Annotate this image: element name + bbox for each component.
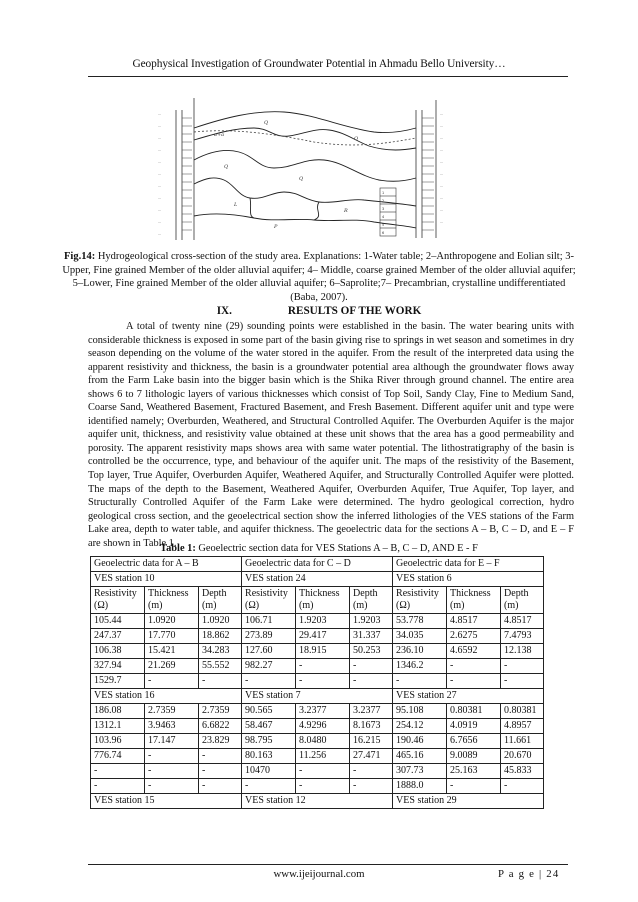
svg-text:···: ··· xyxy=(158,161,162,165)
column-header-cell: Thickness (m) xyxy=(447,587,501,614)
table-cell: 1.0920 xyxy=(199,614,242,629)
table-cell: 6.6822 xyxy=(199,719,242,734)
table-cell: - xyxy=(296,779,350,794)
table-cell: 247.37 xyxy=(91,629,145,644)
svg-text:3: 3 xyxy=(382,207,385,211)
station-label-cell: VES station 27 xyxy=(393,689,544,704)
table-row xyxy=(91,659,544,674)
table-cell: 12.138 xyxy=(501,644,544,659)
svg-text:···: ··· xyxy=(440,125,444,129)
table-cell: 273.89 xyxy=(242,629,296,644)
table-cell: - xyxy=(350,779,393,794)
results-paragraph: A total of twenty nine (29) sounding points were established in the basin. The water bearing units with considerable thickness is exposed in some part of the basin giving rise to springs in wet season and sometimes in dry season depending on the volume of the water stored in the aquifer. From the result of the interpreted data using the apparent resistivity and thickness, the basin is a groundwater potential area although the groundwater flows away from the Farm Lake basin into the bigger basin which is the Shika River through ground channel. The entire area shows 6 to 7 lithologic layers of various thicknesses which consist of Top Soil, Sandy Clay, Fine to Medium Sand, Coarse Sand, Weathered Basement, Fractured Basement, and Fresh Basement. Different aquifer unit and type were identified namely; Overburden, Weathered, and Structural Controlled Aquifer. The Overburden Aquifer is the major aquifer unit, thickness, and resistivity value obtained at these unit shows that the area has a good permeability and porosity. The apparent resistivity maps shows area with same water potential. The lithostratigraphy of the basin is controlled be the occurrence, type, and behaviour of the aquifer unit. The maps of the resistivity of the Basement, Top layer, True Aquifer, Overburden Aquifer, Weathered Aquifer, and Structurally Controlled Aquifer were plotted. The maps of the depth to the Basement, Weathered Aquifer, Overburden Aquifer, True Aquifer, Top layer, and Structurally Controlled Aquifer of the Farm Lake were determined. The hydro geological correction, hydro geological cross section, and the geoelectrical section show the inferred lithologies of the VES stations of the Farm Lake area, depth to water table, and aquifer thickness. The geoelectric data for the sections A – B, C – D, and E – F are shown in Table 1. xyxy=(88,321,574,549)
station-label-cell: VES station 7 xyxy=(242,689,393,704)
column-header-row xyxy=(91,587,544,614)
figure-caption-text: Hydrogeological cross-section of the study area. Explanations: 1-Water table; 2–Anthropogene and Eolian silt; 3- Upper, Fine grained Member of the older alluvial aquifer; 4– Middle, coarse grained Member of the older alluvial aquifer; 5–Lower, Fine grained Member of the older alluvial aquifer; 6–Saprolite;7– Precambrian, crystalline undifferentiated (Baba, 2007). xyxy=(62,251,576,303)
svg-text:···: ··· xyxy=(440,221,444,225)
table-row xyxy=(91,674,544,689)
svg-text:···: ··· xyxy=(158,233,162,237)
station-label-cell: VES station 6 xyxy=(393,572,544,587)
svg-text:···: ··· xyxy=(440,185,444,189)
section-heading xyxy=(0,305,638,317)
table-cell: - xyxy=(447,674,501,689)
table-cell: 190.46 xyxy=(393,734,447,749)
table-cell: - xyxy=(199,764,242,779)
table-cell: 1312.1 xyxy=(91,719,145,734)
table-cell: 90.565 xyxy=(242,704,296,719)
table-cell: 45.833 xyxy=(501,764,544,779)
svg-text:···: ··· xyxy=(158,209,162,213)
table-cell: - xyxy=(145,779,199,794)
table-cell: 34.283 xyxy=(199,644,242,659)
column-header-cell: Depth (m) xyxy=(501,587,544,614)
table-cell: - xyxy=(242,674,296,689)
table-cell: 106.38 xyxy=(91,644,145,659)
table-row xyxy=(91,614,544,629)
svg-text:···: ··· xyxy=(440,209,444,213)
svg-text:Q: Q xyxy=(299,176,304,182)
section-header-cell: Geoelectric data for E – F xyxy=(393,557,544,572)
geoelectric-data-table xyxy=(90,556,544,809)
table-cell: - xyxy=(199,749,242,764)
table-cell: - xyxy=(199,779,242,794)
table-cell: 31.337 xyxy=(350,629,393,644)
table-cell: - xyxy=(296,764,350,779)
section-number: IX. xyxy=(216,305,232,317)
table-cell: 58.467 xyxy=(242,719,296,734)
table-cell: 55.552 xyxy=(199,659,242,674)
table-cell: 327.94 xyxy=(91,659,145,674)
table-cell: 7.4793 xyxy=(501,629,544,644)
table-cell: 982.27 xyxy=(242,659,296,674)
table-row xyxy=(91,719,544,734)
page-number: P a g e | 24 xyxy=(498,868,560,880)
table-cell: 11.256 xyxy=(296,749,350,764)
svg-text:···: ··· xyxy=(440,197,444,201)
table-cell: - xyxy=(91,779,145,794)
table-cell: - xyxy=(145,764,199,779)
svg-text:4: 4 xyxy=(382,215,385,219)
column-header-cell: Depth (m) xyxy=(199,587,242,614)
table-cell: 29.417 xyxy=(296,629,350,644)
table-cell: - xyxy=(145,674,199,689)
svg-text:P: P xyxy=(274,224,278,230)
table-cell: 0.80381 xyxy=(447,704,501,719)
table-cell: - xyxy=(350,674,393,689)
section-title: RESULTS OF THE WORK xyxy=(287,305,422,317)
table-cell: 4.0919 xyxy=(447,719,501,734)
table-cell: - xyxy=(350,659,393,674)
station-row xyxy=(91,572,544,587)
svg-text:···: ··· xyxy=(440,113,444,117)
section-header-cell: Geoelectric data for A – B xyxy=(91,557,242,572)
table-cell: - xyxy=(296,674,350,689)
table-cell: 18.915 xyxy=(296,644,350,659)
table-cell: 17.770 xyxy=(145,629,199,644)
section-header-cell: Geoelectric data for C – D xyxy=(242,557,393,572)
column-header-cell: Depth (m) xyxy=(350,587,393,614)
svg-text:···: ··· xyxy=(440,173,444,177)
table-cell: 50.253 xyxy=(350,644,393,659)
table-cell: 465.16 xyxy=(393,749,447,764)
table-cell: 776.74 xyxy=(91,749,145,764)
table-cell: 3.9463 xyxy=(145,719,199,734)
table-cell: 11.661 xyxy=(501,734,544,749)
table-cell: 34.035 xyxy=(393,629,447,644)
table-cell: 18.862 xyxy=(199,629,242,644)
table-row xyxy=(91,779,544,794)
table-cell: 103.96 xyxy=(91,734,145,749)
station-label-cell: VES station 29 xyxy=(393,794,544,809)
svg-text:a+a: a+a xyxy=(214,132,225,138)
table-cell: 0.80381 xyxy=(501,704,544,719)
table-cell: 8.0480 xyxy=(296,734,350,749)
figure-caption-label: Fig.14: xyxy=(63,251,96,262)
table-cell: 27.471 xyxy=(350,749,393,764)
table-cell: - xyxy=(447,779,501,794)
table-cell: 15.421 xyxy=(145,644,199,659)
table-row xyxy=(91,629,544,644)
section-header-row xyxy=(91,557,544,572)
table-cell: - xyxy=(501,779,544,794)
svg-text:2: 2 xyxy=(382,199,385,203)
table-cell: 1346.2 xyxy=(393,659,447,674)
table-cell: 4.8517 xyxy=(447,614,501,629)
station-row xyxy=(91,689,544,704)
svg-text:···: ··· xyxy=(440,137,444,141)
table-cell: 4.9296 xyxy=(296,719,350,734)
table-row xyxy=(91,644,544,659)
table-title xyxy=(0,543,638,554)
svg-text:R: R xyxy=(344,208,348,214)
table-cell: 23.829 xyxy=(199,734,242,749)
table-cell: - xyxy=(501,674,544,689)
svg-text:6: 6 xyxy=(382,231,385,235)
table-title-label: Table 1: xyxy=(160,543,196,554)
table-row xyxy=(91,734,544,749)
table-cell: 4.8517 xyxy=(501,614,544,629)
table-cell: 16.215 xyxy=(350,734,393,749)
svg-text:···: ··· xyxy=(158,137,162,141)
table-cell: - xyxy=(91,764,145,779)
table-cell: 2.6275 xyxy=(447,629,501,644)
journal-website: www.ijeijournal.com xyxy=(273,868,365,880)
table-cell: - xyxy=(350,764,393,779)
table-cell: - xyxy=(447,659,501,674)
table-cell: 1.0920 xyxy=(145,614,199,629)
table-cell: 25.163 xyxy=(447,764,501,779)
svg-text:Q: Q xyxy=(264,120,269,126)
table-cell: 1.9203 xyxy=(350,614,393,629)
column-header-cell: Resistivity (Ω) xyxy=(242,587,296,614)
column-header-cell: Thickness (m) xyxy=(296,587,350,614)
svg-text:···: ··· xyxy=(158,173,162,177)
table-row xyxy=(91,704,544,719)
table-cell: 186.08 xyxy=(91,704,145,719)
svg-text:···: ··· xyxy=(158,197,162,201)
table-cell: - xyxy=(242,779,296,794)
station-label-cell: VES station 10 xyxy=(91,572,242,587)
table-cell: 95.108 xyxy=(393,704,447,719)
table-cell: 10470 xyxy=(242,764,296,779)
column-header-cell: Resistivity (Ω) xyxy=(393,587,447,614)
table-cell: 307.73 xyxy=(393,764,447,779)
table-cell: 3.2377 xyxy=(350,704,393,719)
svg-text:L: L xyxy=(234,202,238,208)
table-cell: 21.269 xyxy=(145,659,199,674)
svg-text:···: ··· xyxy=(158,185,162,189)
table-cell: 1.9203 xyxy=(296,614,350,629)
station-label-cell: VES station 24 xyxy=(242,572,393,587)
table-cell: 2.7359 xyxy=(145,704,199,719)
figure-caption xyxy=(62,250,576,304)
table-cell: 1888.0 xyxy=(393,779,447,794)
table-cell: 3.2377 xyxy=(296,704,350,719)
svg-text:1: 1 xyxy=(382,191,385,195)
table-cell: 236.10 xyxy=(393,644,447,659)
table-cell: 9.0089 xyxy=(447,749,501,764)
station-label-cell: VES station 16 xyxy=(91,689,242,704)
column-header-cell: Thickness (m) xyxy=(145,587,199,614)
table-cell: - xyxy=(393,674,447,689)
table-row xyxy=(91,764,544,779)
table-cell: 80.163 xyxy=(242,749,296,764)
table-title-text: Geoelectric section data for VES Stations A – B, C – D, AND E - F xyxy=(195,543,478,554)
station-label-cell: VES station 15 xyxy=(91,794,242,809)
table-cell: 254.12 xyxy=(393,719,447,734)
svg-text:5: 5 xyxy=(382,223,385,227)
svg-text:Q: Q xyxy=(224,164,229,170)
table-cell: 98.795 xyxy=(242,734,296,749)
svg-text:···: ··· xyxy=(158,113,162,117)
header-rule xyxy=(88,76,568,77)
svg-text:···: ··· xyxy=(158,221,162,225)
table-cell: 1529.7 xyxy=(91,674,145,689)
table-cell: 105.44 xyxy=(91,614,145,629)
station-label-cell: VES station 12 xyxy=(242,794,393,809)
table-cell: 6.7656 xyxy=(447,734,501,749)
table-cell: 8.1673 xyxy=(350,719,393,734)
table-cell: - xyxy=(501,659,544,674)
station-row xyxy=(91,794,544,809)
table-row xyxy=(91,749,544,764)
svg-text:Q: Q xyxy=(354,136,359,142)
table-cell: - xyxy=(145,749,199,764)
table-cell: 53.778 xyxy=(393,614,447,629)
svg-text:···: ··· xyxy=(158,149,162,153)
table-cell: 4.6592 xyxy=(447,644,501,659)
table-cell: 2.7359 xyxy=(199,704,242,719)
running-header: Geophysical Investigation of Groundwater Potential in Ahmadu Bello University… xyxy=(132,58,506,70)
table-cell: 127.60 xyxy=(242,644,296,659)
table-cell: 4.8957 xyxy=(501,719,544,734)
table-cell: - xyxy=(199,674,242,689)
table-cell: - xyxy=(296,659,350,674)
footer-rule xyxy=(88,864,568,865)
hydrogeological-cross-section-figure xyxy=(154,88,484,246)
svg-text:···: ··· xyxy=(440,149,444,153)
table-cell: 106.71 xyxy=(242,614,296,629)
table-cell: 17.147 xyxy=(145,734,199,749)
svg-text:···: ··· xyxy=(440,161,444,165)
column-header-cell: Resistivity (Ω) xyxy=(91,587,145,614)
svg-text:···: ··· xyxy=(158,125,162,129)
table-cell: 20.670 xyxy=(501,749,544,764)
